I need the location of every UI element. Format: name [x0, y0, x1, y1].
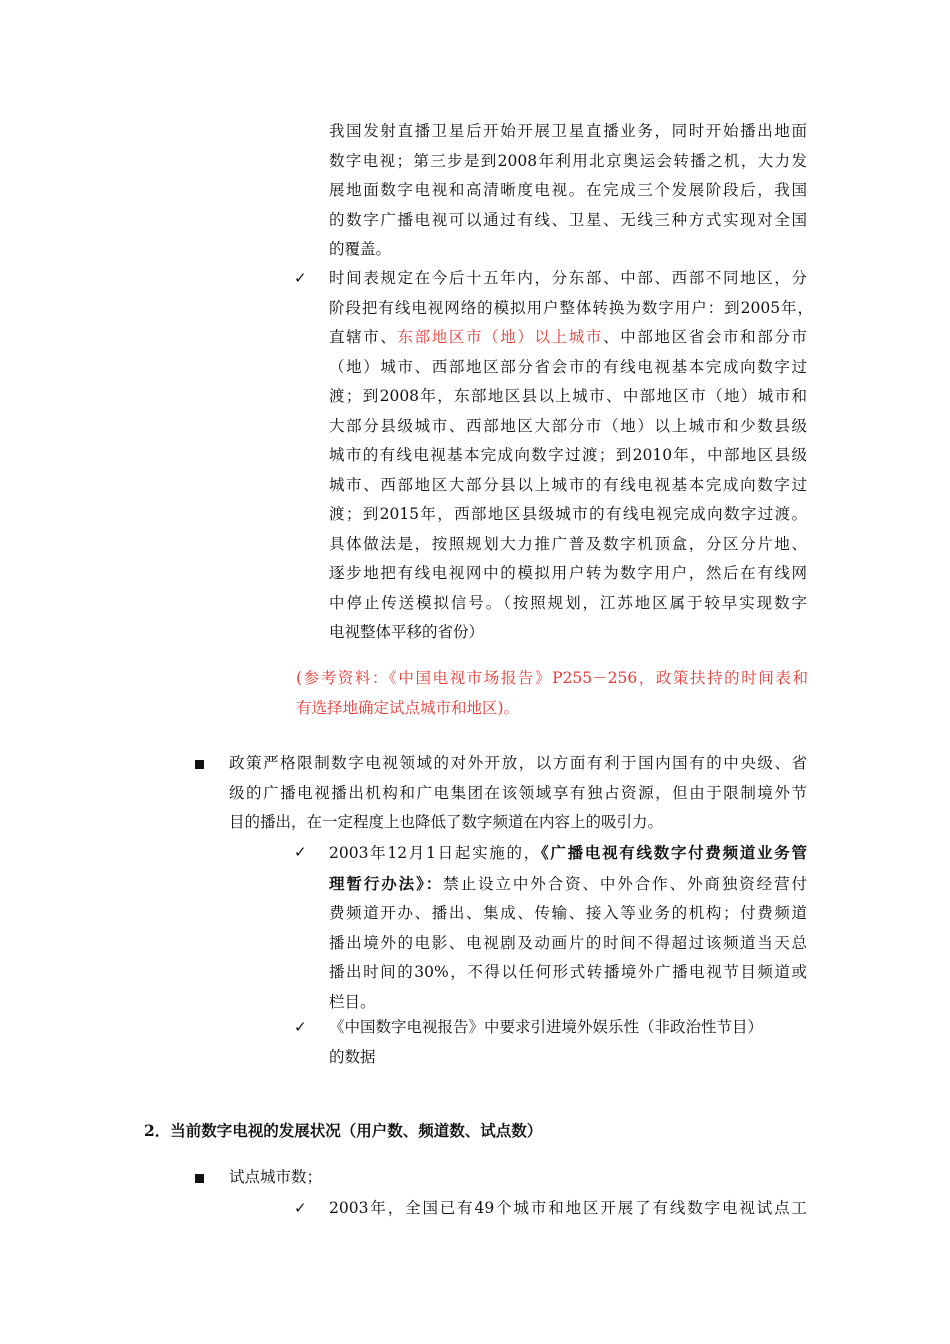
text-line: 《中国数字电视报告》中要求引进境外娱乐性（非政治性节目） [329, 1018, 764, 1036]
text-line: 大部分县级城市、西部地区大部分市（地）以上城市和少数县级 [329, 416, 807, 435]
bold-text: 《广播电视有线数字付费频道业务管 [540, 843, 807, 862]
bullet-policy [229, 749, 807, 838]
text-line: 电视整体平移的省份） [329, 623, 485, 641]
text-segment: 直辖市、 [329, 328, 398, 346]
section-heading: 2．当前数字电视的发展状况（用户数、频道数、试点数） [144, 1121, 543, 1140]
text-line: 中停止传送模拟信号。（按照规划，江苏地区属于较早实现数字 [329, 593, 807, 612]
text-line: 政策严格限制数字电视领域的对外开放，以方面有利于国内国有的中央级、省 [229, 754, 807, 772]
text-line: 城市的有线电视基本完成向数字过渡；到2010年，中部地区县级 [329, 446, 807, 464]
text-line: 栏目。 [329, 992, 376, 1011]
check-mark-icon: ✓ [294, 1018, 307, 1036]
reference-note [296, 664, 808, 723]
text-segment: 禁止设立中外合资、中外合作、外商独资经营付 [443, 874, 807, 893]
check-mark-icon: ✓ [294, 843, 307, 861]
square-bullet-icon [195, 760, 204, 769]
text-line: 渡；到2008年，东部地区县以上城市、中部地区市（地）城市和 [329, 387, 807, 405]
list-item-pilot [329, 1194, 807, 1224]
text-line: 的数字广播电视可以通过有线、卫星、无线三种方式实现对全国 [329, 210, 807, 229]
check-mark-icon: ✓ [294, 269, 307, 287]
text-line: 的数据 [329, 1047, 376, 1066]
list-item-report [329, 1013, 807, 1072]
text-line: 渡；到2015年，西部地区县级城市的有线电视完成向数字过渡。 [329, 505, 807, 523]
text-line: 试点城市数； [229, 1168, 323, 1186]
text-line: 费频道开办、播出、集成、传输、接入等业务的机构；付费频道 [329, 904, 807, 922]
paragraph-intro [329, 117, 807, 265]
text-line: 城市、西部地区大部分县以上城市的有线电视基本完成向数字过 [329, 475, 807, 494]
text-line: 2003年，全国已有49个城市和地区开展了有线数字电视试点工 [329, 1199, 807, 1217]
text-segment: 、中部地区省会市和部分市 [603, 328, 807, 346]
text-line-mixed [329, 838, 807, 869]
bold-text: 理暂行办法》： [329, 873, 444, 893]
text-line: 具体做法是，按照规划大力推广普及数字机顶盒，分区分片地、 [329, 534, 807, 553]
text-line: 阶段把有线电视网络的模拟用户整体转换为数字用户：到2005年， [329, 298, 813, 317]
check-mark-icon: ✓ [294, 1199, 307, 1217]
text-line: 展地面数字电视和高清晰度电视。在完成三个发展阶段后，我国 [329, 181, 807, 199]
text-line: 数字电视；第三步是到2008年利用北京奥运会转播之机，大力发 [329, 151, 807, 170]
text-line-mixed [329, 323, 807, 353]
text-line: （地）城市、西部地区部分省会市的有线电视基本完成向数字过 [329, 357, 807, 376]
text-segment: 2003年12月1日起实施的， [329, 844, 541, 862]
text-line: (参考资料：《中国电视市场报告》P255－256，政策扶持的时间表和 [296, 669, 808, 687]
text-line: 级的广播电视播出机构和广电集团在该领域享有独占资源，但由于限制境外节 [229, 783, 807, 802]
highlighted-text: 东部地区市（地）以上城市 [397, 328, 604, 346]
text-line: 目的播出，在一定程度上也降低了数字频道在内容上的吸引力。 [229, 813, 664, 831]
text-line: 我国发射直播卫星后开始开展卫星直播业务，同时开始播出地面 [329, 122, 807, 140]
text-line: 播出境外的电影、电视剧及动画片的时间不得超过该频道当天总 [329, 933, 807, 952]
text-line: 逐步地把有线电视网中的模拟用户转为数字用户，然后在有线网 [329, 564, 807, 582]
text-line-mixed [329, 869, 807, 900]
text-line: 时间表规定在今后十五年内，分东部、中部、西部不同地区，分 [329, 269, 807, 287]
list-item-timeline [329, 264, 813, 648]
text-line: 有选择地确定试点城市和地区)。 [296, 698, 520, 717]
text-line: 播出时间的30%，不得以任何形式转播境外广播电视节目频道或 [329, 963, 808, 981]
bullet-pilot [229, 1163, 322, 1193]
square-bullet-icon [195, 1174, 204, 1183]
list-item-regulation [329, 838, 807, 1017]
text-line: 的覆盖。 [329, 240, 392, 258]
